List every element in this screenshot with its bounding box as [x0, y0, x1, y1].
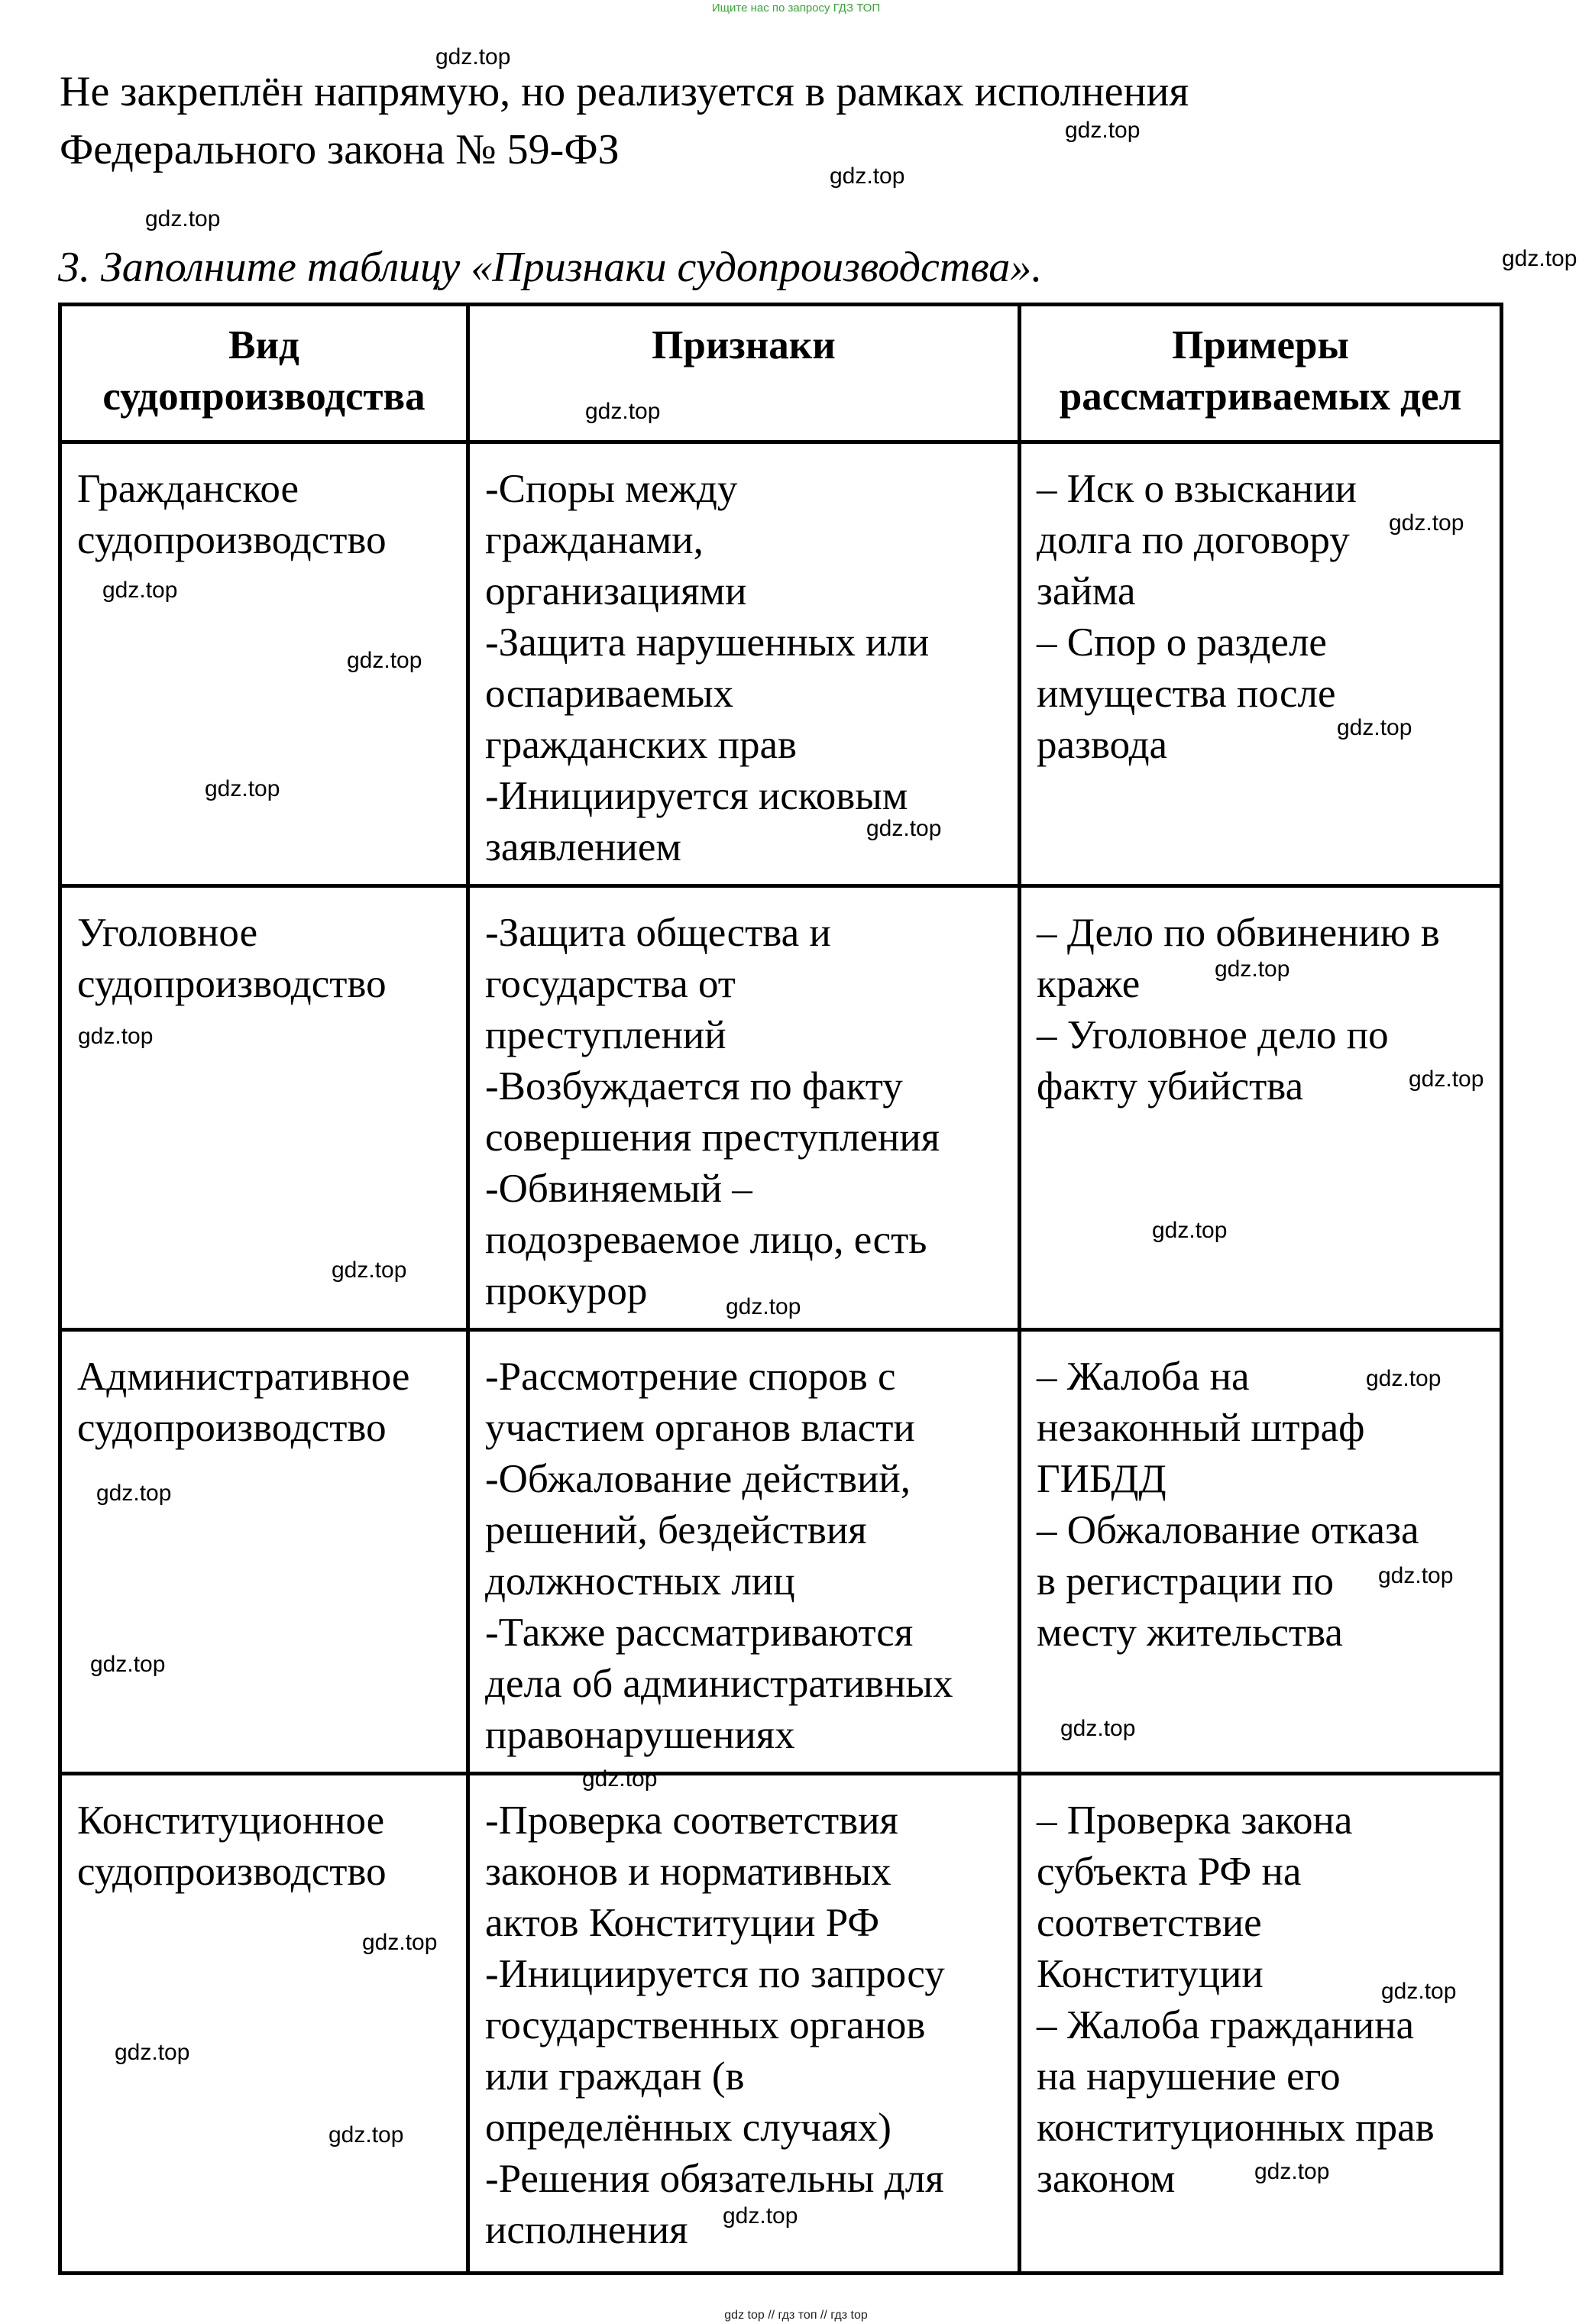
- intro-line-2: Федерального закона № 59-ФЗ: [60, 126, 620, 173]
- watermark: gdz.top: [1409, 1067, 1484, 1092]
- watermark: gdz.top: [96, 1481, 172, 1506]
- watermark: gdz.top: [115, 2040, 190, 2065]
- watermark: gdz.top: [1337, 715, 1412, 740]
- table-row: [60, 1330, 1502, 1774]
- task-heading: 3. Заполните таблицу «Признаки судопроизводства».: [58, 244, 1043, 291]
- watermark: gdz.top: [78, 1024, 154, 1049]
- watermark: gdz.top: [723, 2203, 798, 2229]
- table-row: [60, 1774, 1502, 2274]
- watermark: gdz.top: [1389, 510, 1464, 536]
- watermark: gdz.top: [435, 44, 511, 70]
- watermark: gdz.top: [585, 399, 661, 424]
- cell-examples: – Жалоба на незаконный штраф ГИБДД – Обжалование отказа в регистрации по месту жительства: [1020, 1330, 1502, 1774]
- watermark: gdz.top: [332, 1257, 407, 1283]
- intro-line-1: Не закреплён напрямую, но реализуется в рамках исполнения: [60, 68, 1189, 115]
- watermark: gdz.top: [1502, 246, 1577, 271]
- cell-examples: – Иск о взыскании долга по договору займа – Спор о разделе имущества после развода: [1020, 442, 1502, 886]
- header-examples: Примеры рассматриваемых дел: [1020, 305, 1502, 442]
- watermark: gdz.top: [830, 163, 905, 189]
- cell-signs: -Рассмотрение споров с участием органов власти -Обжалование действий, решений, бездействия должностных лиц -Также рассматриваются дела об административных правонарушениях: [468, 1330, 1020, 1774]
- watermark: gdz.top: [1215, 956, 1290, 982]
- watermark: gdz.top: [1378, 1563, 1454, 1588]
- watermark: gdz.top: [866, 816, 942, 841]
- cell-type: Гражданское судопроизводство: [60, 442, 468, 886]
- court-proceedings-table: [58, 303, 1503, 2275]
- cell-type: Уголовное судопроизводство: [60, 886, 468, 1330]
- cell-type: Административное судопроизводство: [60, 1330, 468, 1774]
- table-header-row: [60, 305, 1502, 442]
- watermark: gdz.top: [328, 2122, 404, 2148]
- cell-signs: -Проверка соответствия законов и нормативных актов Конституции РФ -Инициируется по запросу государственных органов или граждан (в определённых случаях) -Решения обязательны для исполнения: [468, 1774, 1020, 2274]
- watermark: gdz.top: [1152, 1218, 1228, 1243]
- watermark: gdz.top: [102, 578, 178, 603]
- footer-text: gdz top // гдз топ // гдз top: [724, 2309, 868, 2322]
- watermark: gdz.top: [90, 1652, 166, 1677]
- watermark: gdz.top: [205, 776, 280, 801]
- watermark: gdz.top: [1065, 118, 1141, 143]
- table-row: [60, 886, 1502, 1330]
- watermark: gdz.top: [1381, 1979, 1457, 2004]
- cell-type: Конституционное судопроизводство: [60, 1774, 468, 2274]
- intro-text: [60, 63, 1473, 179]
- cell-examples: – Дело по обвинению в краже – Уголовное дело по факту убийства: [1020, 886, 1502, 1330]
- cell-examples: – Проверка закона субъекта РФ на соответствие Конституции – Жалоба гражданина на нарушение его конституционных прав законом: [1020, 1774, 1502, 2274]
- watermark: gdz.top: [1060, 1716, 1136, 1741]
- watermark: gdz.top: [582, 1766, 658, 1792]
- header-signs: Признаки: [468, 305, 1020, 442]
- watermark: gdz.top: [1254, 2159, 1330, 2184]
- table-row: [60, 442, 1502, 886]
- cell-signs: -Защита общества и государства от преступлений -Возбуждается по факту совершения преступления -Обвиняемый – подозреваемое лицо, есть прокурор: [468, 886, 1020, 1330]
- watermark: gdz.top: [726, 1294, 801, 1319]
- watermark: gdz.top: [362, 1930, 438, 1955]
- watermark: gdz.top: [347, 648, 422, 673]
- watermark: gdz.top: [1366, 1366, 1442, 1391]
- cell-signs: -Споры между гражданами, организациями -Защита нарушенных или оспариваемых гражданских прав -Инициируется исковым заявлением: [468, 442, 1020, 886]
- header-type: Вид судопроизводства: [60, 305, 468, 442]
- watermark: gdz.top: [145, 206, 221, 231]
- top-banner: Ищите нас по запросу ГДЗ ТОП: [711, 2, 881, 15]
